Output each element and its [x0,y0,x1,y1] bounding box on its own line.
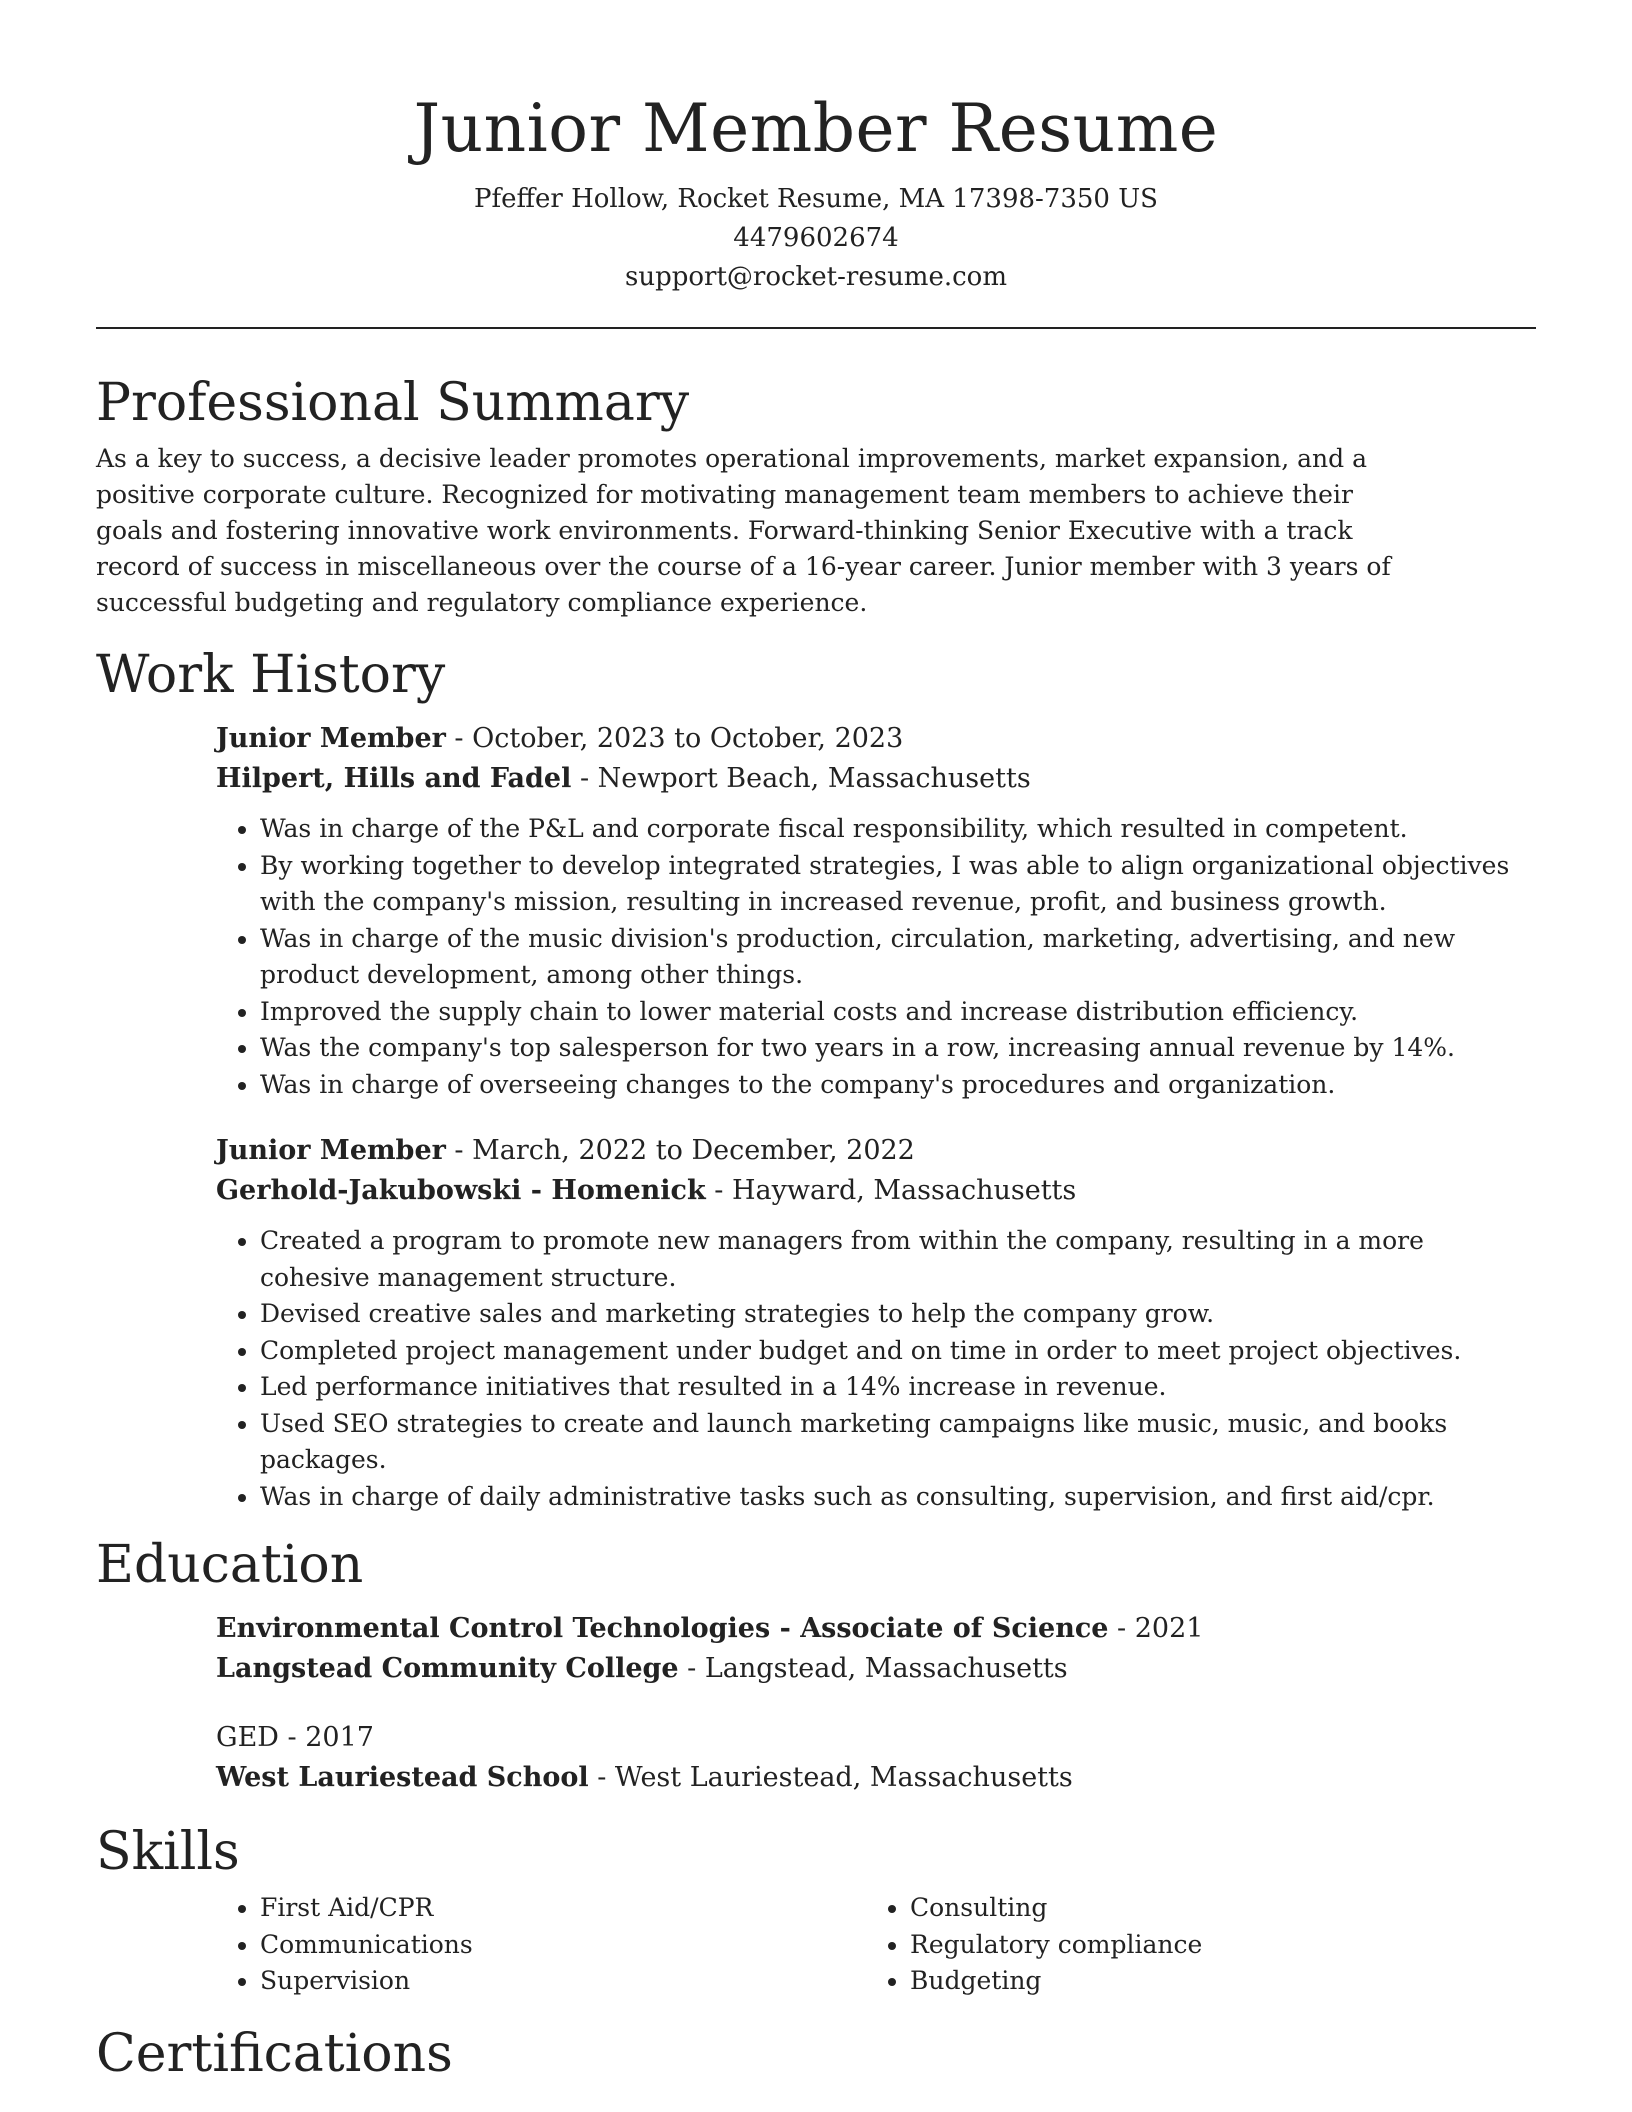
skills-list-left [216,1890,866,2000]
skills-list-right [866,1890,1516,2000]
education-school-line [216,1649,1536,1689]
education-degree: GED - 2017 [216,1722,374,1753]
education-year: - 2021 [1108,1613,1204,1644]
education-location: - West Lauriestead, Massachusetts [588,1762,1073,1793]
job-entry [216,719,1536,1103]
contact-block [96,180,1536,297]
job-location: - Hayward, Massachusetts [705,1175,1077,1206]
education-school: West Lauriestead School [216,1762,589,1793]
skill-item: • Communications [260,1927,866,1964]
summary-section [96,371,1536,621]
education-section [96,1533,1536,1798]
education-entry [216,1718,1536,1798]
certifications-section [96,2022,1536,2086]
skills-section [96,1820,1536,2000]
education-entry [216,1609,1536,1689]
email: support@rocket-resume.com [624,262,1007,292]
summary-heading: Professional Summary [96,373,690,433]
list-item: • Completed project management under budget and on time in order to meet project objectives. [260,1333,1536,1370]
job-company-line [216,759,1536,799]
list-item: • Improved the supply chain to lower material costs and increase distribution efficiency. [260,994,1536,1031]
job-bullets [216,811,1536,1103]
phone: 4479602674 [733,223,899,253]
skill-item: • Supervision [260,1963,866,2000]
job-company: Gerhold-Jakubowski - Homenick [216,1175,706,1206]
job-bullets [216,1223,1536,1515]
resume-page [96,0,1536,2086]
education-field: Environmental Control Technologies [216,1613,771,1644]
education-degree-line [216,1609,1536,1649]
job-company: Hilpert, Hills and Fadel [216,763,572,794]
address: Pfeffer Hollow, Rocket Resume, MA 17398-7350 US [474,184,1158,214]
job-role: Junior Member [216,1135,446,1166]
job-title-line [216,1131,1536,1171]
skill-item: • Regulatory compliance [910,1927,1516,1964]
list-item: • Devised creative sales and marketing strategies to help the company grow. [260,1296,1536,1333]
list-item: • Was in charge of the music division's production, circulation, marketing, advertising, and new product development, among other things. [260,921,1536,994]
education-school-line [216,1758,1536,1798]
list-item: • Was in charge of the P&L and corporate fiscal responsibility, which resulted in competent. [260,811,1536,848]
list-item: • Was in charge of daily administrative tasks such as consulting, supervision, and first aid/cpr. [260,1479,1536,1516]
education-degree: - Associate of Science [770,1613,1109,1644]
header-divider [96,327,1536,329]
job-company-line [216,1171,1536,1211]
list-item: • Was the company's top salesperson for two years in a row, increasing annual revenue by 14%. [260,1030,1536,1067]
list-item: • By working together to develop integrated strategies, I was able to align organizational objectives with the company's mission, resulting in increased revenue, profit, and business growth. [260,848,1536,921]
resume-header [96,0,1536,297]
education-heading: Education [96,1535,364,1595]
job-role: Junior Member [216,723,446,754]
skills-grid [216,1890,1536,2000]
skills-column-right [866,1890,1516,2000]
work-heading: Work History [96,645,446,705]
list-item: • Led performance initiatives that resulted in a 14% increase in revenue. [260,1369,1536,1406]
skill-item: • Consulting [910,1890,1516,1927]
certifications-heading: Certifications [96,2023,453,2084]
education-school: Langstead Community College [216,1653,679,1684]
resume-title: Junior Member Resume [413,90,1219,167]
list-item: • Was in charge of overseeing changes to the company's procedures and organization. [260,1067,1536,1104]
skills-heading: Skills [96,1822,240,1882]
job-location: - Newport Beach, Massachusetts [571,763,1031,794]
skill-item: • First Aid/CPR [260,1890,866,1927]
job-dates: - October, 2023 to October, 2023 [445,723,904,754]
summary-text: As a key to success, a decisive leader promotes operational improvements, market expansion, and a positive corporate culture. Recognized for motivating management team members to achieve their goals and fostering innovative work environments. Forward-thinking Senior Executive with a track record of success in miscellaneous over the course of a 16-year career. Junior member with 3 years of successful budgeting and regulatory compliance experience. [96,444,1391,617]
education-location: - Langstead, Massachusetts [678,1653,1068,1684]
work-section [96,643,1536,1515]
skills-column-left [216,1890,866,2000]
job-entry [216,1131,1536,1515]
list-item: • Created a program to promote new managers from within the company, resulting in a more cohesive management structure. [260,1223,1536,1296]
list-item: • Used SEO strategies to create and launch marketing campaigns like music, music, and books packages. [260,1406,1536,1479]
job-dates: - March, 2022 to December, 2022 [445,1135,915,1166]
education-degree-line [216,1718,1536,1758]
skill-item: • Budgeting [910,1963,1516,2000]
job-title-line [216,719,1536,759]
